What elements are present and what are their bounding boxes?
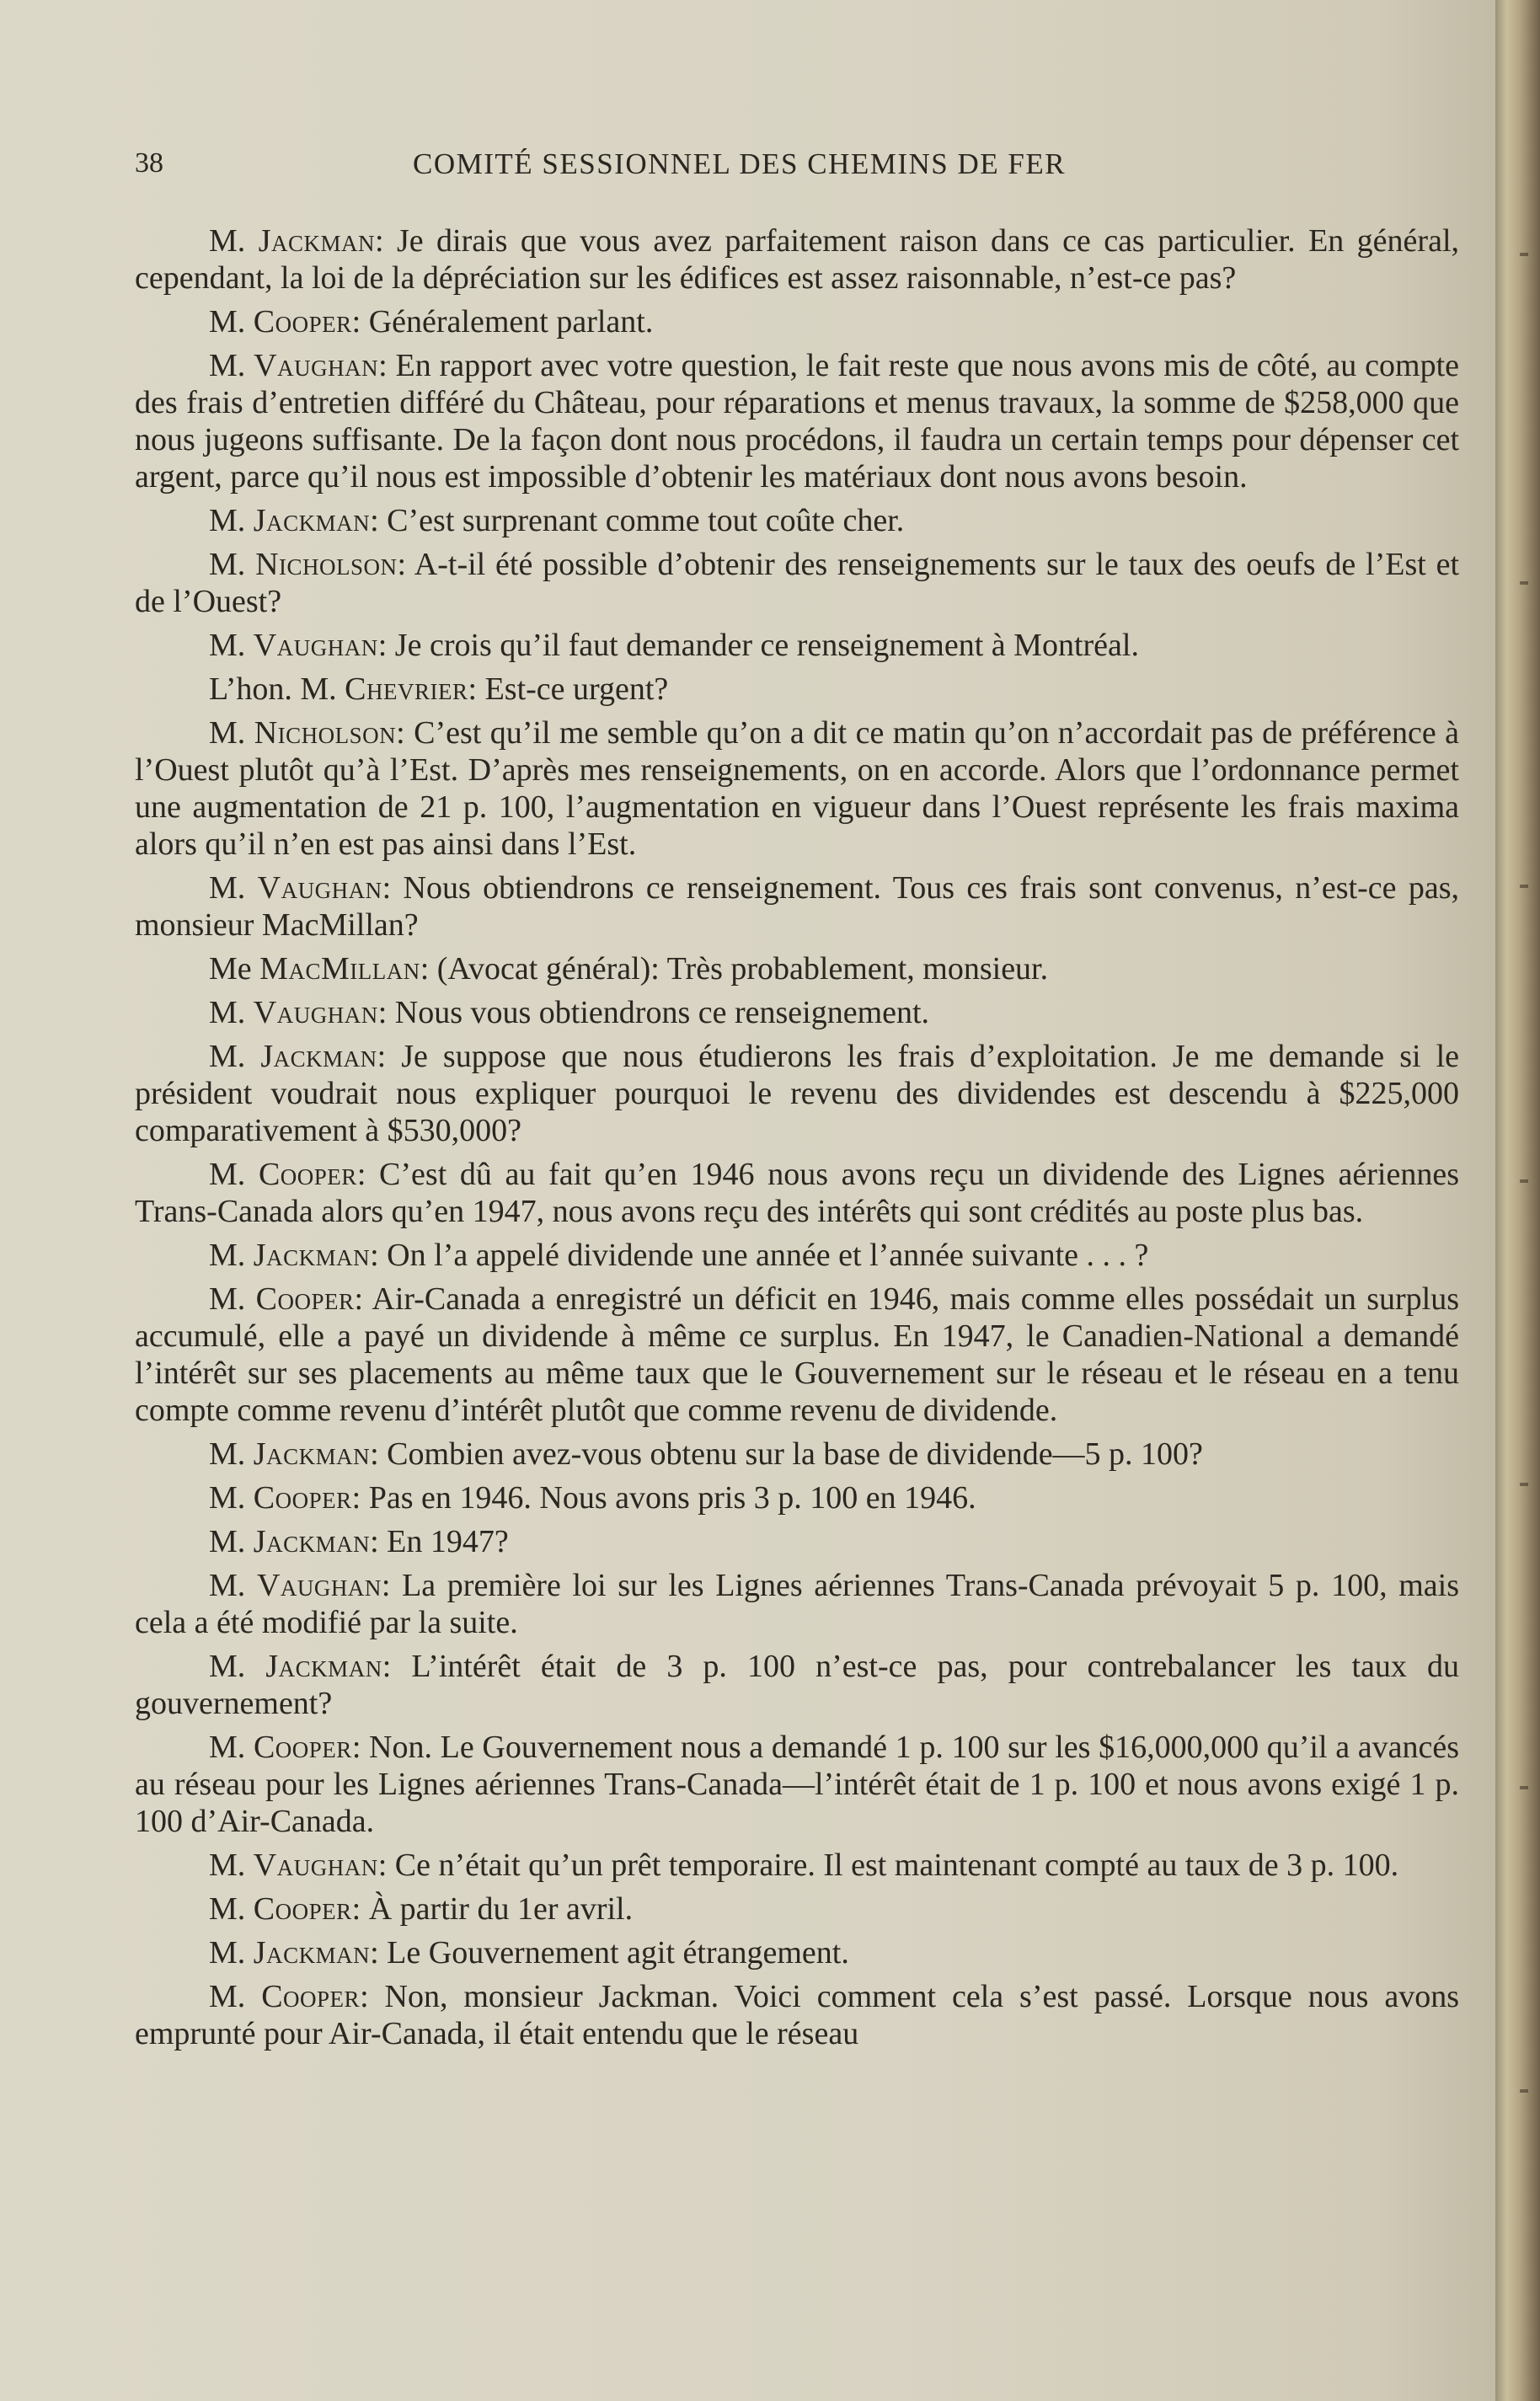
speaker-name: Vaughan [256,1568,382,1603]
speaker-name: Jackman [258,223,376,259]
speaker-prefix: M. [209,1649,266,1684]
speaker-name: Jackman [265,1649,382,1684]
transcript-paragraph [135,1281,1459,1429]
speaker-prefix: L’hon. M. [209,671,345,707]
speaker-prefix: M. [209,348,254,383]
transcript-paragraph [135,347,1459,495]
speaker-prefix: M. [209,995,254,1030]
transcript-paragraph [135,671,1459,708]
speech-text: : (Avocat général): Très probablement, monsieur. [420,951,1049,987]
page-number: 38 [135,147,163,179]
transcript-paragraph [135,222,1459,297]
transcript-paragraph [135,1479,1459,1516]
speaker-name: Jackman [260,1039,377,1074]
speaker-name: Jackman [253,1436,371,1472]
speech-text: : En 1947? [370,1524,509,1559]
speech-text: : Air-Canada a enregistré un déficit en 1946, mais comme elles possédait un surplus accumulé, elle a payé un dividende à même ce surplus. En 1947, le Canadien-National a demandé l’intérêt sur ses placements au même taux que le Gouvernement sur le réseau et le réseau en a tenu compte comme revenu d’intérêt plutôt que comme revenu de dividende. [135,1281,1459,1428]
speaker-prefix: M. [209,1238,254,1273]
speaker-prefix: M. [209,1848,254,1883]
speaker-name: MacMillan [259,951,420,987]
speech-text: : Généralement parlant. [351,304,654,340]
transcript-paragraph [135,1156,1459,1230]
transcript-paragraph [135,1847,1459,1884]
speaker-name: Vaughan [254,348,379,383]
page-edge [1495,0,1540,2401]
speech-text: : On l’a appelé dividende une année et l’année suivante . . . ? [370,1238,1149,1273]
transcript-paragraph [135,994,1459,1031]
speech-text: : Je dirais que vous avez parfaitement raison dans ce cas particulier. En général, cependant, la loi de la dépréciation sur les édifices est assez raisonnable, n’est-ce pas? [135,223,1459,296]
speaker-name: Chevrier [345,671,468,707]
speaker-name: Vaughan [253,1848,378,1883]
speaker-name: Cooper [253,304,352,340]
speaker-name: Nicholson [254,715,397,751]
speaker-prefix: M. [209,1730,254,1765]
speech-text: : Ce n’était qu’un prêt temporaire. Il est maintenant compté au taux de 3 p. 100. [377,1848,1399,1883]
speaker-name: Jackman [253,1238,371,1273]
speech-text: : Non. Le Gouvernement nous a demandé 1 p. 100 sur les $16,000,000 qu’il a avancés au réseau pour les Lignes aériennes Trans-Canada—l’intérêt était de 1 p. 100 et nous avons exigé 1 p. 100 d’Air-Canada. [135,1730,1459,1839]
transcript-paragraph [135,1436,1459,1473]
transcript-paragraph [135,869,1459,944]
transcript-paragraph [135,1038,1459,1149]
speech-text: : À partir du 1er avril. [351,1891,634,1927]
speech-text: : C’est surprenant comme tout coûte cher. [370,503,905,538]
speaker-prefix: Me [209,951,260,987]
speaker-name: Cooper [255,1281,355,1317]
speaker-name: Vaughan [257,870,382,906]
speaker-prefix: M. [209,223,259,259]
speech-text: : C’est dû au fait qu’en 1946 nous avons reçu un dividende des Lignes aériennes Trans-Canada alors qu’en 1947, nous avons reçu des intérêts qui sont crédités au poste plus bas. [135,1157,1459,1229]
transcript-paragraph [135,1237,1459,1274]
speaker-name: Cooper [253,1891,352,1927]
speaker-name: Cooper [253,1730,352,1765]
speaker-prefix: M. [209,1157,259,1192]
speech-text: : Non, monsieur Jackman. Voici comment cela s’est passé. Lorsque nous avons emprunté pour Air-Canada, il était entendu que le réseau [135,1979,1459,2051]
speaker-name: Jackman [253,1524,371,1559]
transcript-paragraph [135,714,1459,863]
speech-text: : En rapport avec votre question, le fait reste que nous avons mis de côté, au compte des frais d’entretien différé du Château, pour réparations et menus travaux, la somme de $258,000 que nous jugeons suffisante. De la façon dont nous procédons, il faudra un certain temps pour dépenser cet argent, parce qu’il nous est impossible d’obtenir les matériaux dont nous avons besoin. [135,348,1459,495]
transcript-paragraph [135,1729,1459,1840]
speech-text: : Combien avez-vous obtenu sur la base de dividende—5 p. 100? [370,1436,1203,1472]
speaker-prefix: M. [209,1979,262,2014]
speaker-prefix: M. [209,628,254,663]
speaker-prefix: M. [209,503,254,538]
transcript-paragraph [135,546,1459,620]
speaker-prefix: M. [209,304,254,340]
speaker-name: Cooper [261,1979,361,2014]
speaker-prefix: M. [209,1039,261,1074]
speaker-prefix: M. [209,1568,257,1603]
speech-text: : L’intérêt était de 3 p. 100 n’est-ce pas, pour contrebalancer les taux du gouvernement? [135,1649,1459,1721]
speech-text: : Pas en 1946. Nous avons pris 3 p. 100 en 1946. [351,1480,976,1516]
transcript-paragraph [135,950,1459,987]
speech-text: : La première loi sur les Lignes aériennes Trans-Canada prévoyait 5 p. 100, mais cela a été modifié par la suite. [135,1568,1459,1640]
speech-text: : A-t-il été possible d’obtenir des renseignements sur le taux des oeufs de l’Est et de l’Ouest? [135,547,1460,619]
speaker-name: Vaughan [253,628,378,663]
transcript-body [135,222,1459,2059]
speaker-name: Cooper [253,1480,352,1516]
speech-text: : Le Gouvernement agit étrangement. [370,1935,849,1971]
transcript-paragraph [135,502,1459,539]
speaker-name: Nicholson [255,547,398,582]
transcript-paragraph [135,1978,1459,2052]
page-header [135,147,1459,190]
speaker-name: Vaughan [253,995,378,1030]
speech-text: : C’est qu’il me semble qu’on a dit ce matin qu’on n’accordait pas de préférence à l’Ouest plutôt qu’à l’Est. D’après mes renseignements, on en accorde. Alors que l’ordonnance permet une augmentation de 21 p. 100, l’augmentation en vigueur dans l’Ouest représente les frais maxima alors qu’il n’en est pas ainsi dans l’Est. [135,715,1459,862]
speech-text: : Nous vous obtiendrons ce renseignement. [377,995,930,1030]
speaker-prefix: M. [209,1524,254,1559]
speaker-name: Cooper [258,1157,357,1192]
speaker-name: Jackman [253,1935,371,1971]
speaker-prefix: M. [209,870,258,906]
transcript-paragraph [135,1567,1459,1641]
transcript-paragraph [135,1648,1459,1722]
transcript-paragraph [135,1523,1459,1560]
transcript-paragraph [135,627,1459,664]
speech-text: : Nous obtiendrons ce renseignement. Tous ces frais sont convenus, n’est-ce pas, monsieur MacMillan? [135,870,1460,943]
speaker-name: Jackman [253,503,371,538]
transcript-paragraph [135,1890,1459,1928]
speaker-prefix: M. [209,1281,256,1317]
speech-text: : Est-ce urgent? [468,671,669,707]
speaker-prefix: M. [209,1436,254,1472]
transcript-paragraph [135,1934,1459,1971]
speaker-prefix: M. [209,1480,254,1516]
speech-text: : Je crois qu’il faut demander ce renseignement à Montréal. [377,628,1139,663]
speaker-prefix: M. [209,1891,254,1927]
speaker-prefix: M. [209,1935,254,1971]
speech-text: : Je suppose que nous étudierons les frais d’exploitation. Je me demande si le président voudrait nous expliquer pourquoi le revenu des dividendes est descendu à $225,000 comparativement à $530,000? [135,1039,1459,1148]
speaker-prefix: M. [209,715,254,751]
running-head: COMITÉ SESSIONNEL DES CHEMINS DE FER [413,147,1067,180]
transcript-paragraph [135,303,1459,340]
speaker-prefix: M. [209,547,256,582]
